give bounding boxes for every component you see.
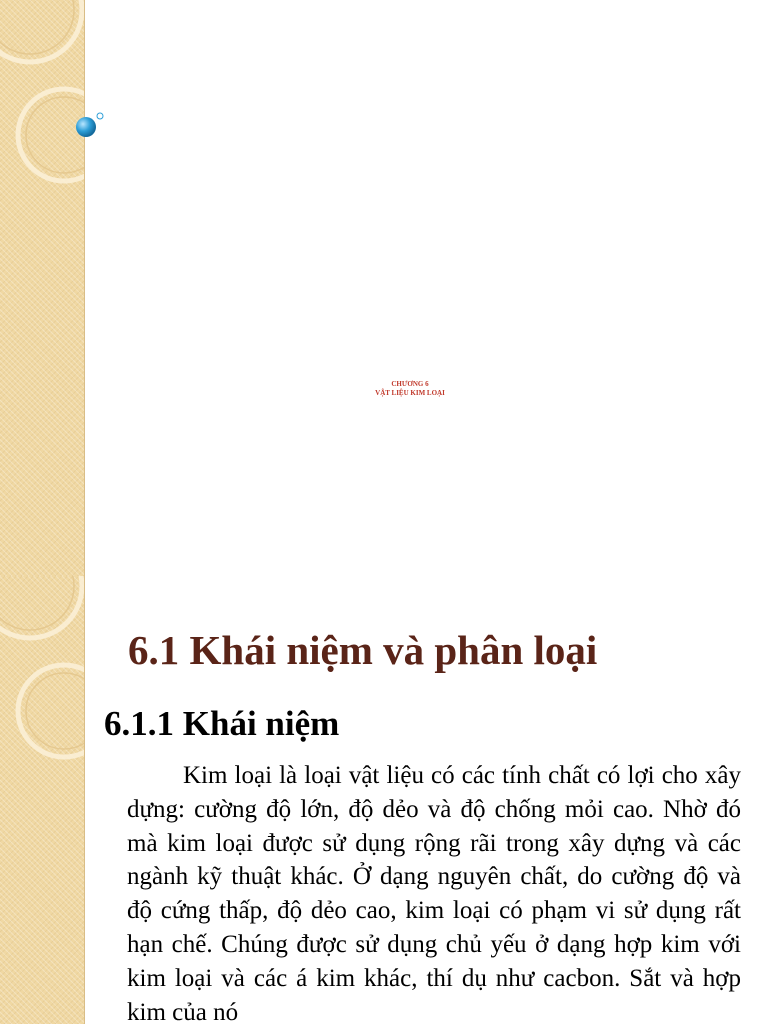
- chapter-title-block: [300, 380, 520, 398]
- decorative-side-strip: [0, 576, 85, 1024]
- chapter-title: VẬT LIỆU KIM LOẠI: [375, 389, 445, 397]
- decorative-circles: [0, 576, 84, 1024]
- body-paragraph: Kim loại là loại vật liệu có các tính chất có lợi cho xây dựng: cường độ lớn, độ dẻo và độ chống mỏi cao. Nhờ đó mà kim loại được sử dụng rộng rãi trong xây dựng và các ngành kỹ thuật khác. Ở dạng nguyên chất, do cường độ và độ cứng thấp, độ dẻo cao, kim loại có phạm vi sử dụng rất hạn chế. Chúng được sử dụng chủ yếu ở dạng hợp kim với kim loại và các á kim khác, thí dụ như cacbon. Sắt và hợp kim của nó: [127, 762, 741, 1026]
- subsection-heading: 6.1.1 Khái niệm: [104, 704, 340, 743]
- chapter-number: CHƯƠNG 6: [391, 380, 429, 388]
- blue-bead-ornament: [0, 0, 110, 150]
- section-heading: 6.1 Khái niệm và phân loại: [128, 627, 598, 673]
